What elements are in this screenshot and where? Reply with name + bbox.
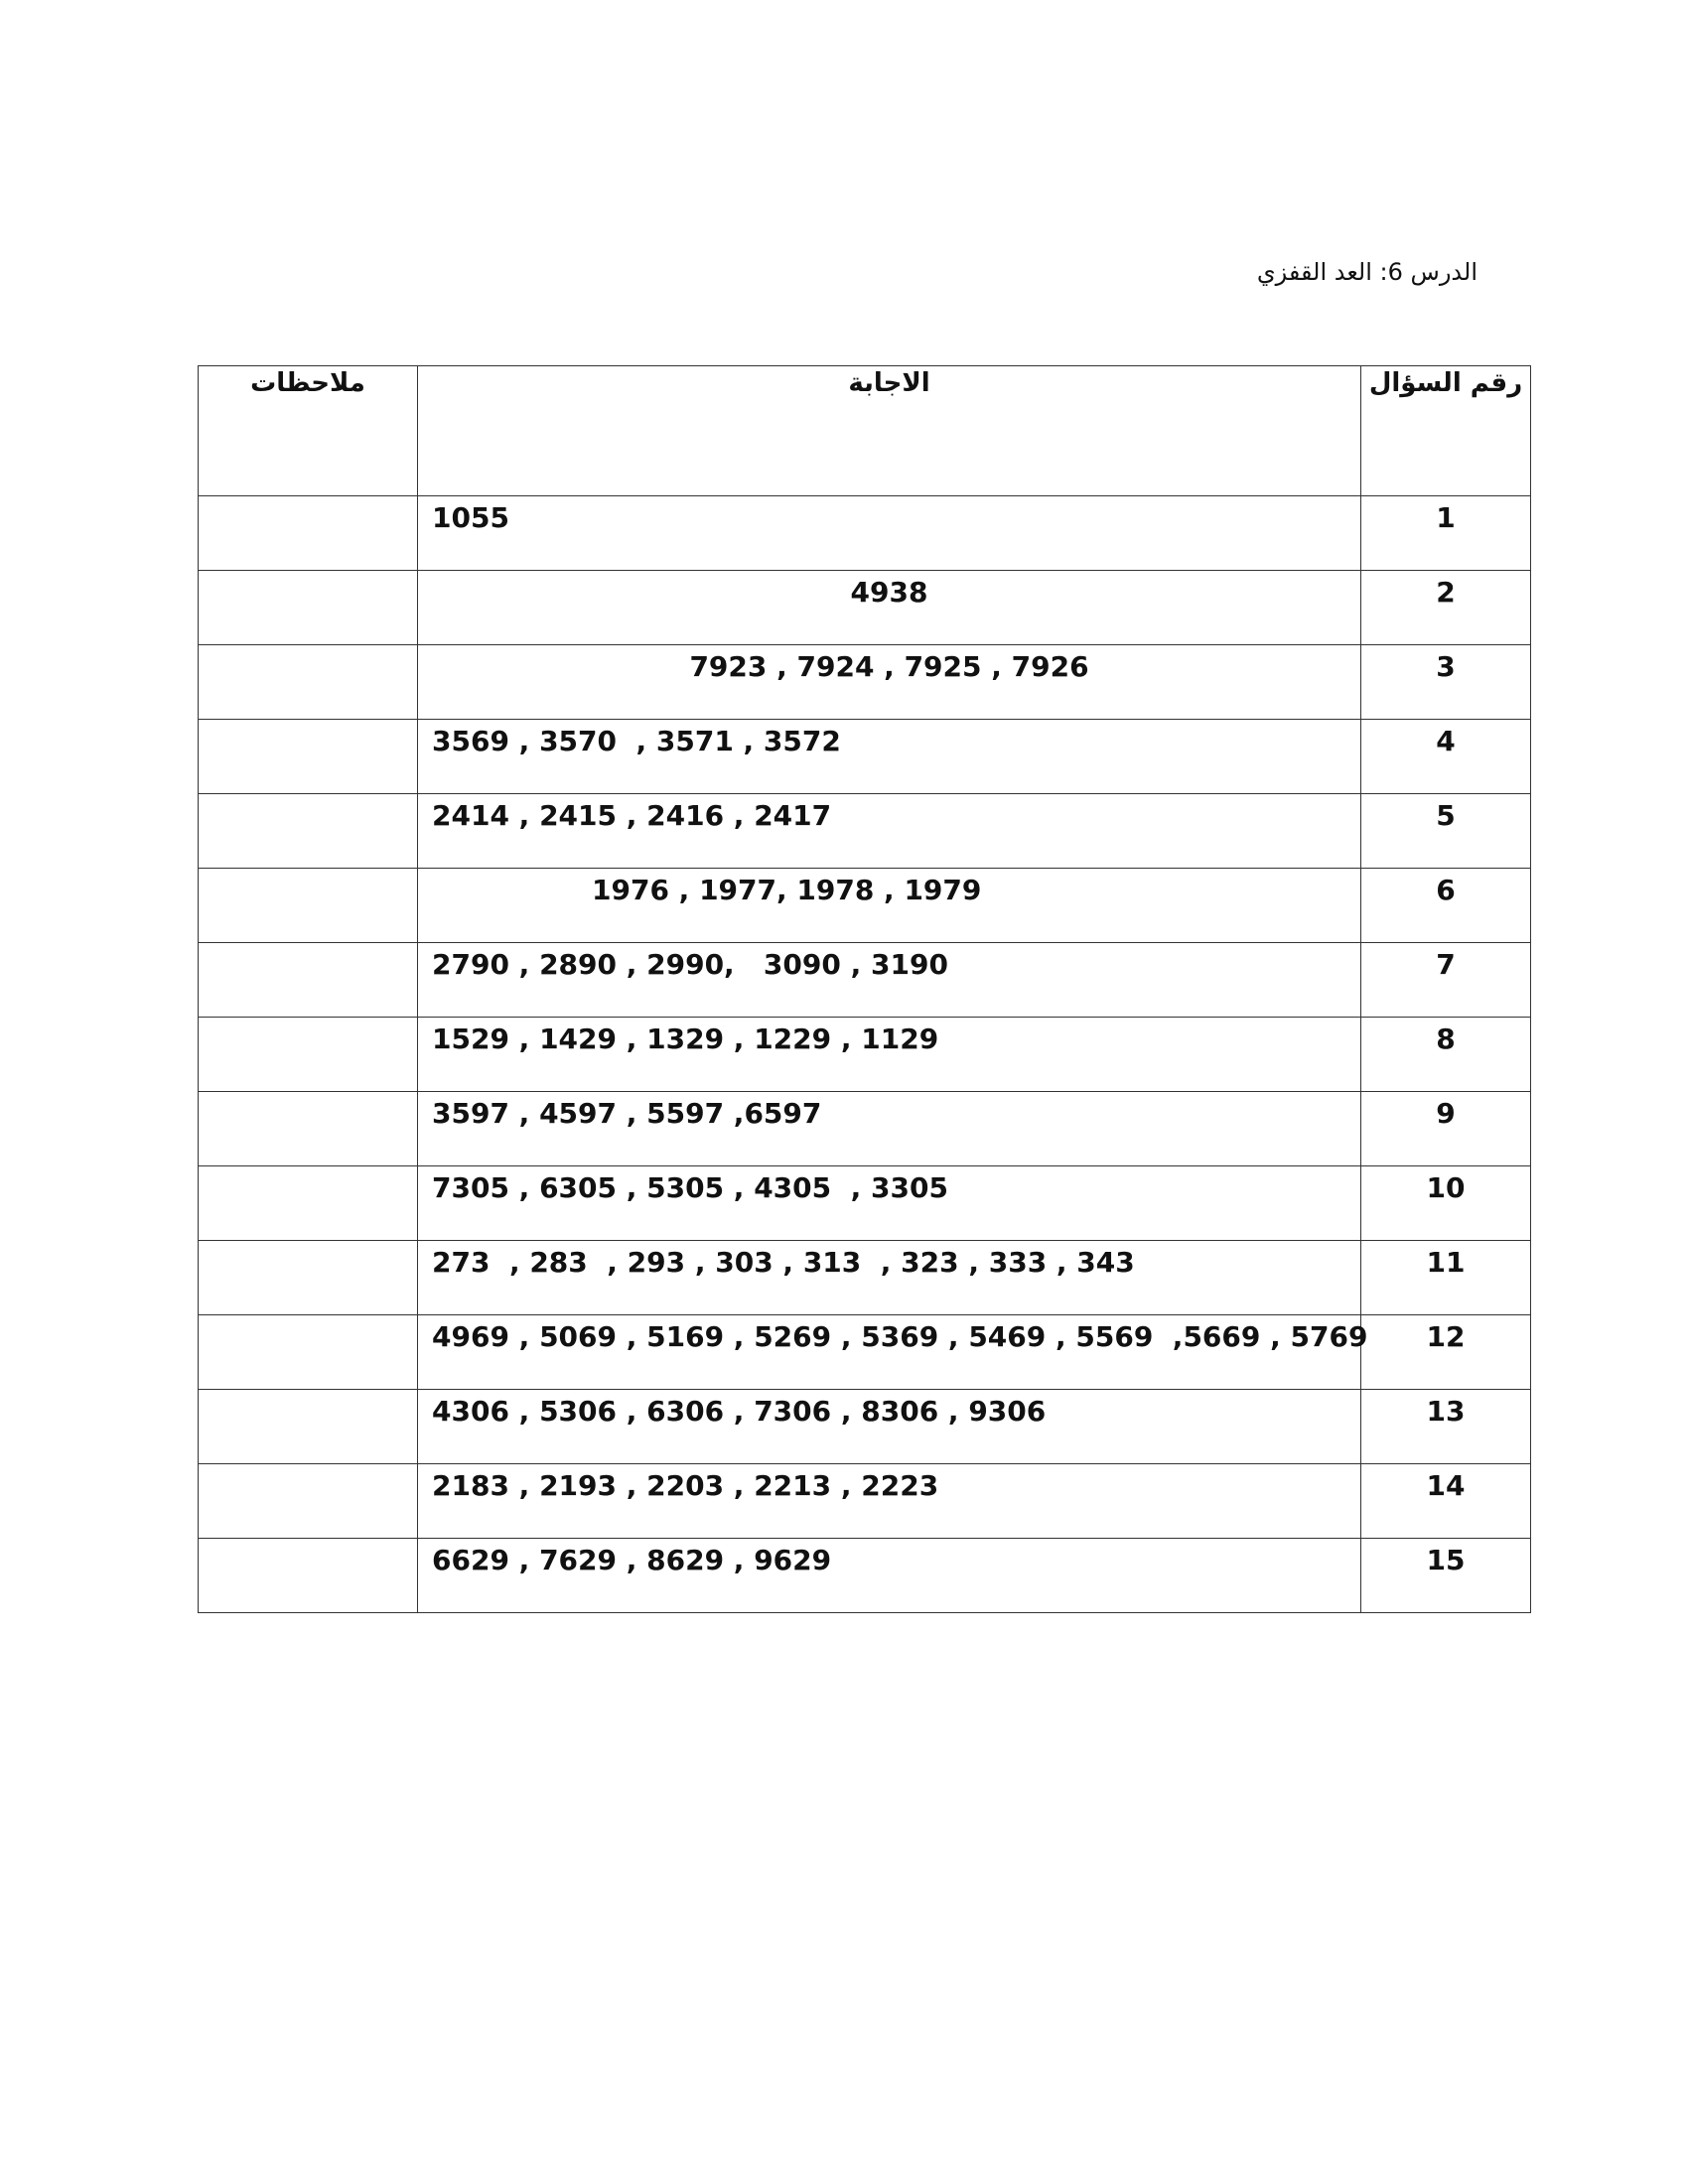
answer-cell: 4969 , 5069 , 5169 , 5269 , 5369 , 5469 , 5569 ,5669 , 5769 [418,1315,1361,1390]
notes-cell [199,1092,418,1166]
question-number-cell: 1 [1361,496,1531,571]
table-row [199,496,1531,571]
table-row [199,1390,1531,1464]
answer-cell: 3597 , 4597 , 5597 ,6597 [418,1092,1361,1166]
question-number-cell: 8 [1361,1018,1531,1092]
lesson-title: الدرس 6: العد القفزي [1256,258,1477,286]
table-row [199,943,1531,1018]
question-number-cell: 3 [1361,645,1531,720]
notes-cell [199,1166,418,1241]
notes-cell [199,869,418,943]
table-row [199,869,1531,943]
notes-cell [199,1315,418,1390]
table-row [199,1464,1531,1539]
notes-cell [199,1241,418,1315]
answer-cell: 1976 , 1977, 1978 , 1979 [418,869,1361,943]
answer-cell: 6629 , 7629 , 8629 , 9629 [418,1539,1361,1613]
question-number-cell: 7 [1361,943,1531,1018]
question-number-cell: 12 [1361,1315,1531,1390]
table-row [199,645,1531,720]
notes-cell [199,496,418,571]
header-notes: ملاحظات [199,366,418,496]
table-header-row [199,366,1531,496]
question-number-cell: 10 [1361,1166,1531,1241]
answer-cell: 273 , 283 , 293 , 303 , 313 , 323 , 333 , 343 [418,1241,1361,1315]
notes-cell [199,571,418,645]
answer-cell: 4938 [418,571,1361,645]
answer-cell: 7923 , 7924 , 7925 , 7926 [418,645,1361,720]
table-body [199,496,1531,1613]
answers-table [198,365,1531,1613]
question-number-cell: 13 [1361,1390,1531,1464]
table-row [199,720,1531,794]
answer-cell: 1055 [418,496,1361,571]
notes-cell [199,720,418,794]
question-number-cell: 15 [1361,1539,1531,1613]
answer-cell: 2414 , 2415 , 2416 , 2417 [418,794,1361,869]
table-row [199,1315,1531,1390]
question-number-cell: 9 [1361,1092,1531,1166]
table-row [199,571,1531,645]
notes-cell [199,1390,418,1464]
table-row [199,794,1531,869]
notes-cell [199,943,418,1018]
notes-cell [199,1018,418,1092]
question-number-cell: 6 [1361,869,1531,943]
table-row [199,1166,1531,1241]
notes-cell [199,1464,418,1539]
question-number-cell: 2 [1361,571,1531,645]
header-answer: الاجابة [418,366,1361,496]
table-row [199,1241,1531,1315]
answer-cell: 2790 , 2890 , 2990, 3090 , 3190 [418,943,1361,1018]
question-number-cell: 11 [1361,1241,1531,1315]
header-question-number: رقم السؤال [1361,366,1531,496]
notes-cell [199,1539,418,1613]
table-row [199,1092,1531,1166]
question-number-cell: 14 [1361,1464,1531,1539]
answer-cell: 4306 , 5306 , 6306 , 7306 , 8306 , 9306 [418,1390,1361,1464]
answer-cell: 3569 , 3570 , 3571 , 3572 [418,720,1361,794]
question-number-cell: 5 [1361,794,1531,869]
answer-cell: 2183 , 2193 , 2203 , 2213 , 2223 [418,1464,1361,1539]
table-row [199,1539,1531,1613]
notes-cell [199,645,418,720]
answer-cell: 1529 , 1429 , 1329 , 1229 , 1129 [418,1018,1361,1092]
notes-cell [199,794,418,869]
table-row [199,1018,1531,1092]
question-number-cell: 4 [1361,720,1531,794]
answer-cell: 7305 , 6305 , 5305 , 4305 , 3305 [418,1166,1361,1241]
